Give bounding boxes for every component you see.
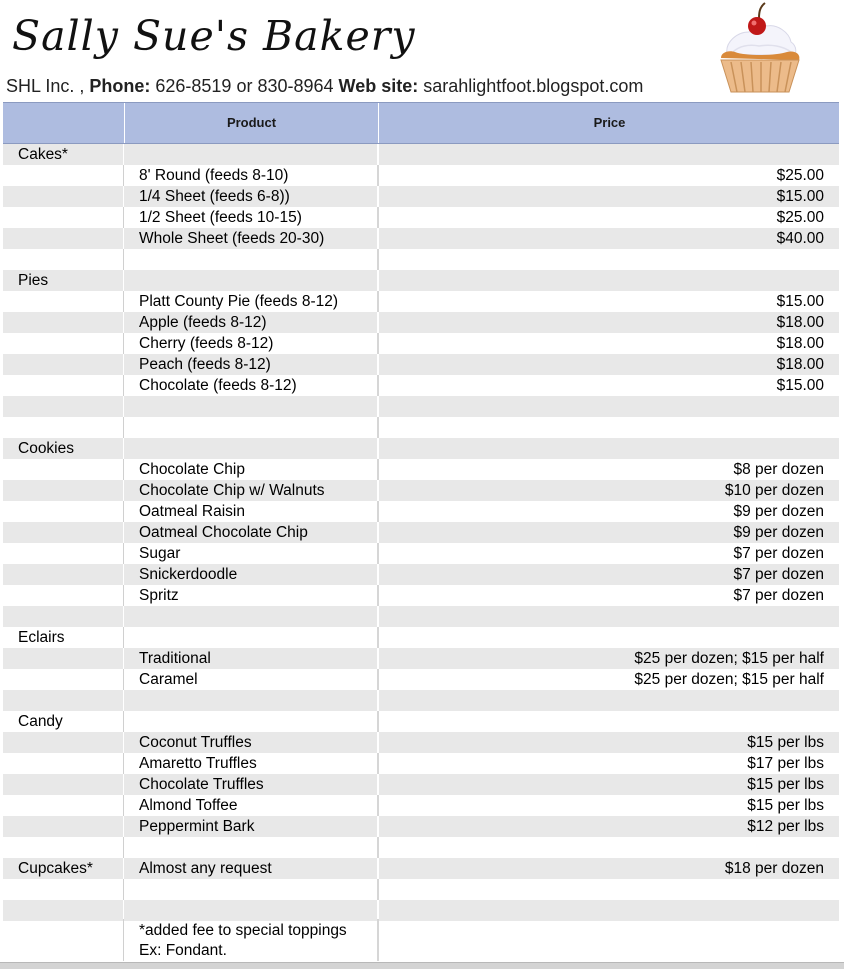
product-cell [124, 396, 377, 417]
table-row [3, 627, 839, 648]
product-cell [124, 627, 377, 648]
category-cell [3, 186, 123, 207]
table-row [3, 375, 839, 396]
price-cell: $18.00 [776, 356, 824, 373]
price-cell [379, 417, 839, 438]
product-cell: Almost any request [139, 860, 272, 877]
table-row [3, 795, 839, 816]
category-cell [3, 291, 123, 312]
category-cell: Cookies [18, 440, 74, 457]
document-header [0, 0, 844, 100]
category-cell [3, 606, 123, 627]
product-cell [124, 249, 377, 270]
table-row [3, 480, 839, 501]
table-row [3, 690, 839, 711]
table-row [3, 816, 839, 837]
price-cell [379, 144, 839, 165]
category-cell [3, 333, 123, 354]
price-cell [379, 900, 839, 921]
price-cell [379, 438, 839, 459]
product-cell [124, 711, 377, 732]
table-row [3, 333, 839, 354]
product-cell [124, 270, 377, 291]
category-cell: Candy [18, 713, 63, 730]
price-cell [379, 879, 839, 900]
table-row [3, 186, 839, 207]
category-cell [3, 837, 123, 858]
product-cell: Peppermint Bark [139, 818, 255, 835]
product-cell [124, 690, 377, 711]
price-cell: $25.00 [776, 209, 824, 226]
footnote-row [3, 919, 839, 961]
table-row [3, 711, 839, 732]
category-cell [3, 396, 123, 417]
price-cell [379, 690, 839, 711]
footnote [139, 921, 347, 961]
product-cell [124, 144, 377, 165]
price-cell: $10 per dozen [724, 482, 824, 499]
table-row [3, 291, 839, 312]
price-cell: $9 per dozen [733, 503, 824, 520]
table-row [3, 837, 839, 858]
price-cell: $17 per lbs [747, 755, 824, 772]
price-cell: $25 per dozen; $15 per half [634, 650, 824, 667]
product-cell: Chocolate (feeds 8-12) [139, 377, 297, 394]
table-row [3, 270, 839, 291]
product-cell: Apple (feeds 8-12) [139, 314, 267, 331]
product-cell: Almond Toffee [139, 797, 238, 814]
table-row [3, 354, 839, 375]
table-row [3, 564, 839, 585]
price-cell: $25 per dozen; $15 per half [634, 671, 824, 688]
price-cell [379, 396, 839, 417]
category-cell: Cakes* [18, 146, 68, 163]
category-cell [3, 501, 123, 522]
cupcake-image [715, 2, 805, 96]
price-cell [379, 711, 839, 732]
category-cell [3, 459, 123, 480]
header-product: Product [124, 103, 378, 143]
table-row [3, 648, 839, 669]
product-cell: 1/4 Sheet (feeds 6-8)) [139, 188, 290, 205]
product-cell: Peach (feeds 8-12) [139, 356, 271, 373]
price-cell: $7 per dozen [733, 587, 824, 604]
category-cell: Eclairs [18, 629, 65, 646]
product-cell: Snickerdoodle [139, 566, 238, 583]
category-cell [3, 228, 123, 249]
category-cell [3, 543, 123, 564]
product-cell: 1/2 Sheet (feeds 10-15) [139, 209, 302, 226]
category-cell [3, 375, 123, 396]
product-cell: Amaretto Truffles [139, 755, 257, 772]
product-cell: Chocolate Chip w/ Walnuts [139, 482, 325, 499]
price-cell [379, 249, 839, 270]
price-cell: $40.00 [776, 230, 824, 247]
category-cell [3, 732, 123, 753]
product-cell: Platt County Pie (feeds 8-12) [139, 293, 339, 310]
price-cell [379, 837, 839, 858]
website-value: sarahlightfoot.blogspot.com [418, 76, 644, 96]
product-cell [124, 417, 377, 438]
price-cell [379, 627, 839, 648]
table-row [3, 165, 839, 186]
table-row [3, 396, 839, 417]
table-row [3, 606, 839, 627]
price-cell: $7 per dozen [733, 566, 824, 583]
product-cell: Spritz [139, 587, 179, 604]
table-row [3, 312, 839, 333]
category-cell: Cupcakes* [18, 860, 93, 877]
category-cell [3, 753, 123, 774]
price-cell: $7 per dozen [733, 545, 824, 562]
table-row [3, 753, 839, 774]
category-cell [3, 312, 123, 333]
price-cell: $9 per dozen [733, 524, 824, 541]
table-row [3, 522, 839, 543]
product-cell: Oatmeal Raisin [139, 503, 245, 520]
product-cell [124, 837, 377, 858]
product-cell: Sugar [139, 545, 181, 562]
table-row [3, 858, 839, 879]
table-row [3, 774, 839, 795]
company-name: SHL Inc. , [6, 76, 90, 96]
table-row [3, 207, 839, 228]
bakery-title: Sally Sue's Bakery [12, 12, 416, 60]
table-body [3, 144, 839, 921]
category-cell [3, 585, 123, 606]
price-cell: $15 per lbs [747, 776, 824, 793]
product-cell: Chocolate Chip [139, 461, 245, 478]
table-row [3, 585, 839, 606]
product-cell: Cherry (feeds 8-12) [139, 335, 274, 352]
table-row [3, 417, 839, 438]
product-cell: Traditional [139, 650, 211, 667]
header-price: Price [378, 103, 840, 143]
price-cell: $25.00 [776, 167, 824, 184]
category-cell [3, 879, 123, 900]
product-cell: Whole Sheet (feeds 20-30) [139, 230, 325, 247]
category-cell [3, 669, 123, 690]
table-row [3, 438, 839, 459]
price-cell: $15 per lbs [747, 734, 824, 751]
price-cell: $18 per dozen [724, 860, 824, 877]
category-cell [3, 207, 123, 228]
price-cell: $15.00 [776, 293, 824, 310]
category-cell: Pies [18, 272, 49, 289]
table-row [3, 459, 839, 480]
table-row [3, 249, 839, 270]
category-cell [3, 564, 123, 585]
category-cell [3, 480, 123, 501]
price-cell: $18.00 [776, 335, 824, 352]
price-cell [379, 606, 839, 627]
price-cell [379, 270, 839, 291]
price-cell: $18.00 [776, 314, 824, 331]
table-row [3, 228, 839, 249]
category-cell [3, 690, 123, 711]
price-cell: $12 per lbs [747, 818, 824, 835]
table-row [3, 501, 839, 522]
category-cell [3, 774, 123, 795]
category-cell [3, 795, 123, 816]
category-cell [3, 249, 123, 270]
product-cell [124, 879, 377, 900]
table-header [3, 102, 839, 144]
price-table [3, 102, 839, 921]
footnote-line-2: Ex: Fondant. [139, 942, 227, 959]
product-cell: Caramel [139, 671, 198, 688]
phone-value: 626-8519 or 830-8964 [150, 76, 339, 96]
category-cell [3, 354, 123, 375]
category-cell [3, 417, 123, 438]
category-cell [3, 522, 123, 543]
price-cell: $15.00 [776, 377, 824, 394]
product-cell: Chocolate Truffles [139, 776, 264, 793]
product-cell [124, 438, 377, 459]
website-label: Web site: [338, 76, 419, 96]
price-cell: $8 per dozen [733, 461, 824, 478]
footnote-line-1: *added fee to special toppings [139, 922, 347, 939]
table-row [3, 879, 839, 900]
price-cell: $15 per lbs [747, 797, 824, 814]
table-row [3, 669, 839, 690]
category-cell [3, 816, 123, 837]
price-cell: $15.00 [776, 188, 824, 205]
table-row [3, 900, 839, 921]
table-row [3, 732, 839, 753]
product-cell: Coconut Truffles [139, 734, 252, 751]
category-cell [3, 165, 123, 186]
phone-label: Phone: [89, 76, 151, 96]
product-cell: 8' Round (feeds 8-10) [139, 167, 289, 184]
category-cell [3, 900, 123, 921]
product-cell [124, 606, 377, 627]
table-row [3, 543, 839, 564]
product-cell: Oatmeal Chocolate Chip [139, 524, 308, 541]
category-cell [3, 648, 123, 669]
product-cell [124, 900, 377, 921]
contact-line [6, 76, 643, 97]
table-row [3, 144, 839, 165]
